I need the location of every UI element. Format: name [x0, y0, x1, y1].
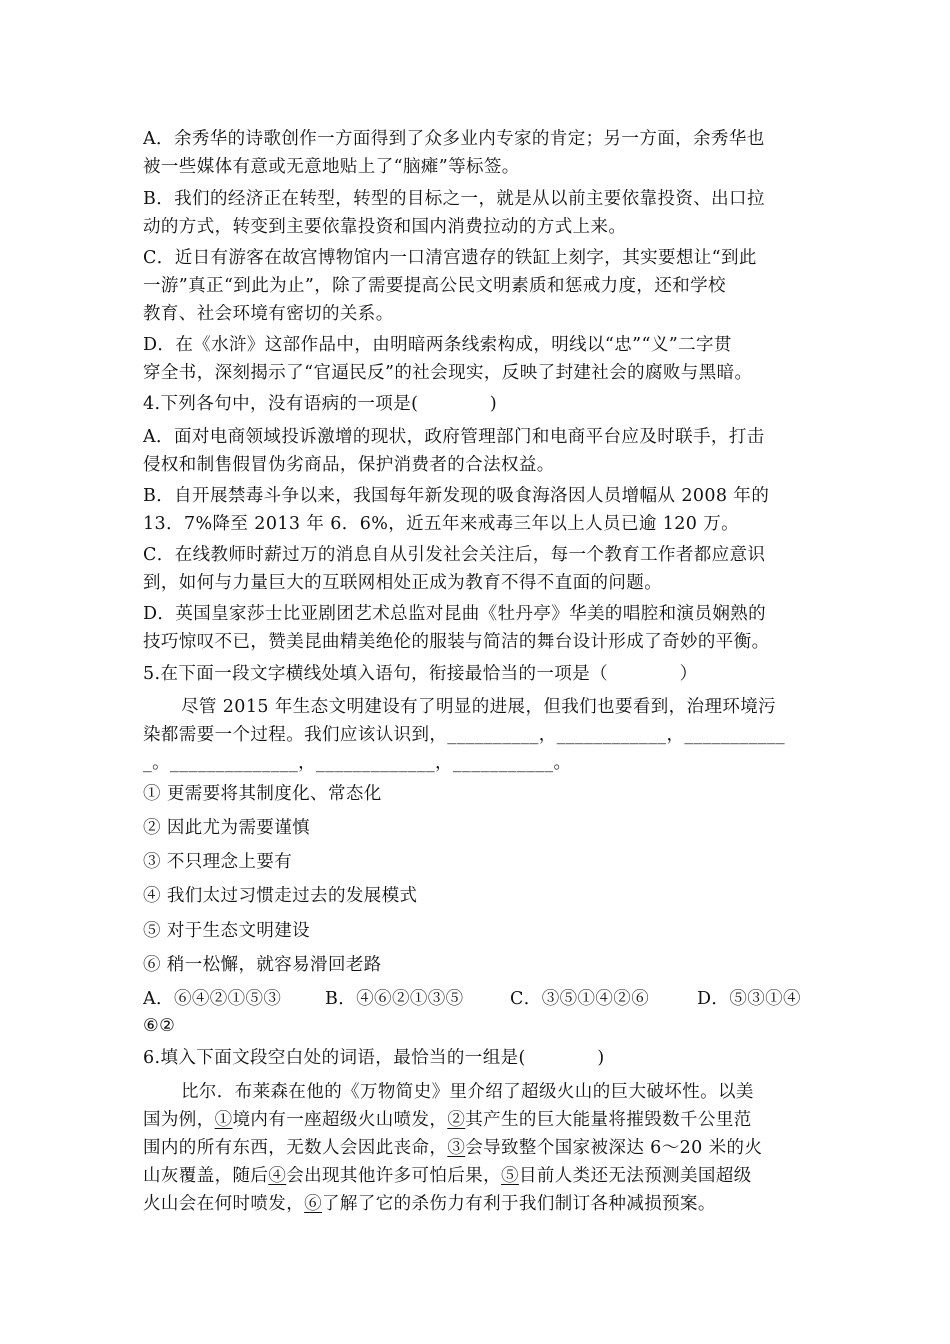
- q6-passage-line5: [143, 1191, 813, 1217]
- q5-item-4: ④ 我们太过习惯走过去的发展模式: [143, 886, 418, 906]
- q6-blank-marker-4: ④: [268, 1166, 287, 1186]
- q6-passage-line1: 比尔．布莱森在他的《万物简史》里介绍了超级火山的巨大破坏性。以美: [181, 1082, 754, 1102]
- q3-option-b-line1: B．我们的经济正在转型，转型的目标之一，就是从以前主要依靠投资、出口拉: [143, 189, 765, 209]
- q6-blank-marker-5: ⑤: [501, 1166, 519, 1186]
- q5-item-2: ② 因此尤为需要谨慎: [143, 818, 311, 838]
- q4-option-d-line1: D．英国皇家莎士比亚剧团艺术总监对昆曲《牡丹亭》华美的唱腔和演员娴熟的: [143, 604, 767, 624]
- q6-text: 其产生的巨大能量将摧毁数千公里范: [465, 1110, 752, 1130]
- q6-text: 围内的所有东西，无数人会因此丧命，: [143, 1138, 448, 1158]
- q6-passage-line2: [143, 1107, 813, 1133]
- q4-option-b-line1: B．自开展禁毒斗争以来，我国每年新发现的吸食海洛因人员增幅从 2008 年的: [143, 486, 770, 506]
- q6-blank-marker-1: ①: [214, 1110, 233, 1130]
- q6-text: 目前人类还无法预测美国超级: [518, 1166, 752, 1186]
- q5-option-a: A．⑥④②①⑤③: [143, 989, 282, 1009]
- q4-option-a-line1: A．面对电商领域投诉激增的现状，政府管理部门和电商平台应及时联手，打击: [143, 427, 765, 447]
- q3-option-a-line2: 被一些媒体有意或无意地贴上了“脑瘫”等标签。: [143, 157, 520, 177]
- q6-passage-line4: [143, 1163, 813, 1189]
- q3-option-d-line2: 穿全书，深刻揭示了“官逼民反”的社会现实，反映了封建社会的腐败与黑暗。: [143, 363, 753, 383]
- q4-stem: 4.下列各句中，没有语病的一项是( ): [143, 394, 498, 414]
- q3-option-c-line3: 教育、社会环境有密切的关系。: [143, 304, 394, 324]
- q5-option-d-wrap: ⑥②: [143, 1016, 176, 1036]
- q6-text: 国为例，: [143, 1110, 215, 1130]
- q5-option-b: B．④⑥②①③⑤: [325, 989, 464, 1009]
- q3-option-c-line1: C．近日有游客在故宫博物馆内一口清宫遗存的铁缸上刻字，其实要想让“到此: [143, 248, 757, 268]
- q6-blank-marker-2: ②: [447, 1110, 466, 1130]
- q4-option-c-line1: C．在线教师时薪过万的消息自从引发社会关注后，每一个教育工作者都应意识: [143, 545, 766, 565]
- q6-blank-marker-3: ③: [447, 1138, 466, 1158]
- q5-option-c: C．③⑤①④②⑥: [510, 989, 650, 1009]
- q6-text: 会出现其他许多可怕后果，: [286, 1166, 502, 1186]
- q5-passage-line2: 染都需要一个过程。我们应该认识到，__________，____________，___________: [143, 725, 786, 745]
- q4-option-a-line2: 侵权和制售假冒伪劣商品，保护消费者的合法权益。: [143, 455, 555, 475]
- q6-text: 会导致整个国家被深达 6～20 米的火: [465, 1138, 763, 1158]
- q6-stem: 6.填入下面文段空白处的词语，最恰当的一组是( ): [143, 1048, 605, 1068]
- q5-passage-line3: _。______________，_____________，___________。: [143, 753, 572, 773]
- q6-text: 了解了它的杀伤力有利于我们制订各种减损预案。: [322, 1194, 716, 1214]
- q4-option-b-line2: 13．7%降至 2013 年 6．6%，近五年来戒毒三年以上人员已逾 120 万。: [143, 514, 740, 534]
- q5-option-d: D．⑤③①④: [697, 989, 801, 1009]
- q4-option-c-line2: 到，如何与力量巨大的互联网相处正成为教育不得不直面的问题。: [143, 573, 663, 593]
- q5-stem: 5.在下面一段文字横线处填入语句，衔接最恰当的一项是（ ）: [143, 664, 698, 684]
- q5-item-3: ③ 不只理念上要有: [143, 852, 293, 872]
- q6-text: 火山会在何时喷发，: [143, 1194, 305, 1214]
- q3-option-b-line2: 动的方式，转变到主要依靠投资和国内消费拉动的方式上来。: [143, 217, 627, 237]
- q6-passage-line3: [143, 1135, 813, 1161]
- q3-option-d-line1: D．在《水浒》这部作品中，由明暗两条线索构成，明线以“忠”“义”二字贯: [143, 335, 732, 355]
- q4-option-d-line2: 技巧惊叹不已，赞美昆曲精美绝伦的服装与简洁的舞台设计形成了奇妙的平衡。: [143, 632, 770, 652]
- q5-item-1: ① 更需要将其制度化、常态化: [143, 784, 382, 804]
- q6-text: 境内有一座超级火山喷发，: [232, 1110, 448, 1130]
- q3-option-c-line2: 一游”真正“到此为止”，除了需要提高公民文明素质和惩戒力度，还和学校: [143, 276, 726, 296]
- q6-blank-marker-6: ⑥: [304, 1194, 323, 1214]
- q3-option-a-line1: A．余秀华的诗歌创作一方面得到了众多业内专家的肯定；另一方面，余秀华也: [143, 129, 765, 149]
- q5-item-5: ⑤ 对于生态文明建设: [143, 921, 311, 941]
- q6-text: 山灰覆盖，随后: [143, 1166, 269, 1186]
- q5-passage-line1: 尽管 2015 年生态文明建设有了明显的进展，但我们也要看到，治理环境污: [181, 697, 777, 717]
- q5-item-6: ⑥ 稍一松懈，就容易滑回老路: [143, 955, 382, 975]
